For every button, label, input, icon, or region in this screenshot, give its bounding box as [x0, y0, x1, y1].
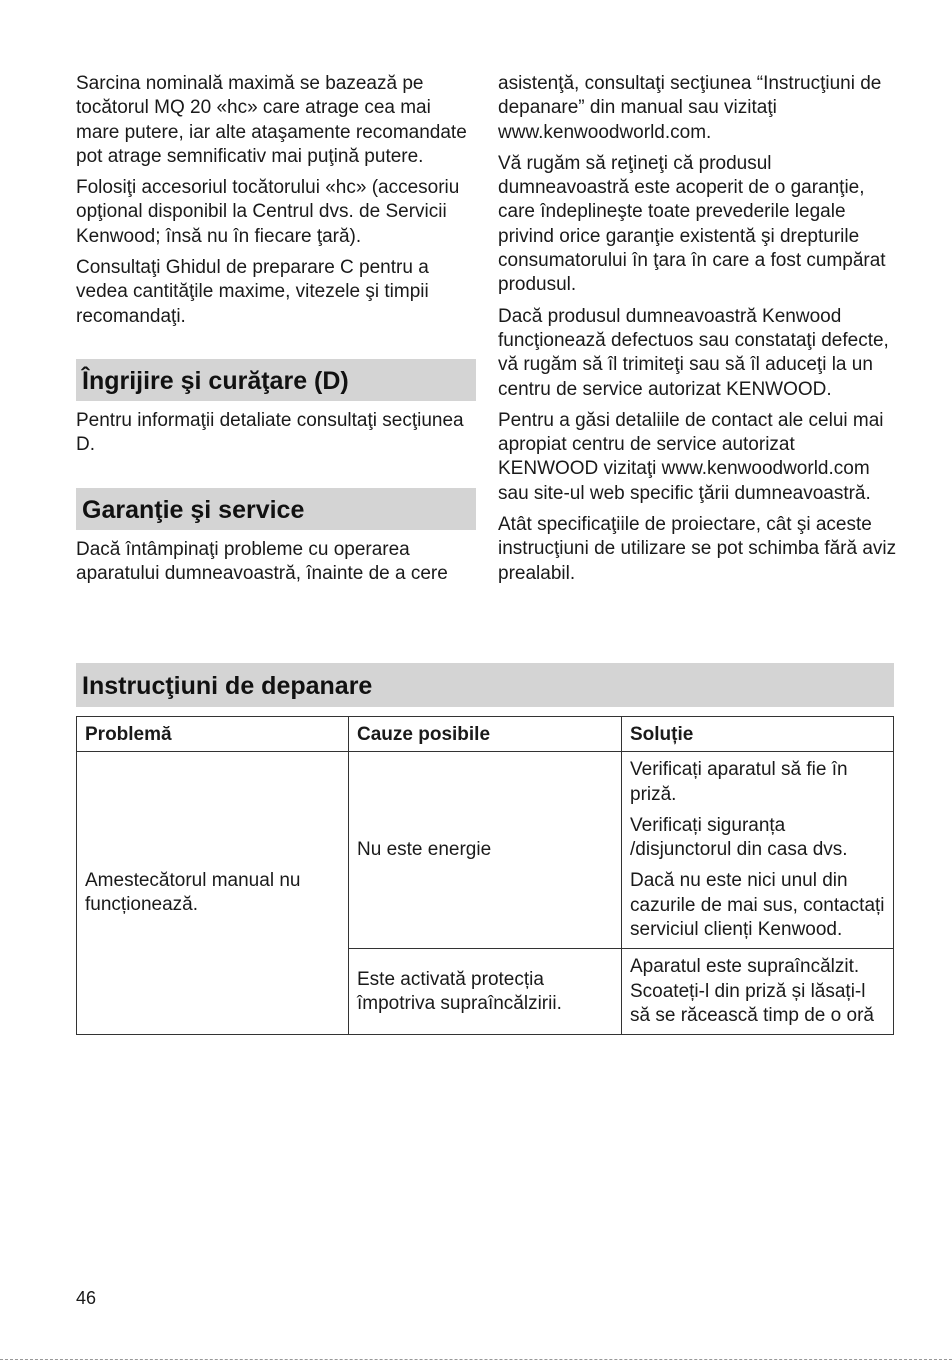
warranty-service-heading: Garanţie şi service — [76, 488, 476, 530]
header-problem: Problemă — [77, 717, 349, 752]
page-bottom-divider — [0, 1359, 952, 1360]
header-solution: Soluție — [622, 717, 894, 752]
service-contact-paragraph: Pentru a găsi detaliile de contact ale celui mai apropiat centru de service autorizat KENWOOD vizitaţi www.kenwoodworld.com sau site-ul web specific ţării dumneavoastră. — [498, 409, 884, 504]
header-causes: Cauze posibile — [349, 717, 622, 752]
chopper-accessory-paragraph: Folosiţi accesoriul tocătorului «hc» (accesoriu opţional disponibil la Centrul dvs. de Servicii Kenwood; însă nu în fiecare ţară). — [76, 177, 460, 247]
cause-cell: Nu este energie — [349, 752, 622, 949]
assistance-paragraph: asistenţă, consultaţi secţiunea “Instrucţiuni de depanare” din manual sau vizitaţi www.kenwoodworld.com. — [498, 73, 882, 143]
specifications-change-paragraph: Atât specificaţiile de proiectare, cât şi aceste instrucţiuni de utilizare se pot schimba fără aviz prealabil. — [498, 514, 897, 584]
care-cleaning-heading: Îngrijire şi curăţare (D) — [76, 359, 476, 401]
rated-load-paragraph: Sarcina nominală maximă se bazează pe tocătorul MQ 20 «hc» care atrage cea mai mare putere, iar alte ataşamente recomandate pot atrage semnificativ mai puţină putere. — [76, 73, 467, 167]
right-column — [498, 72, 898, 593]
solution-cell — [622, 752, 894, 949]
problem-cell: Amestecătorul manual nu funcționează. — [77, 752, 349, 1035]
solution-item: Aparatul este supraîncălzit. Scoateți-l din priză și lăsați-l să se răcească timp de o oră — [630, 956, 874, 1026]
warranty-service-text: Dacă întâmpinaţi probleme cu operarea aparatului dumneavoastră, înainte de a cere — [76, 538, 448, 584]
guarantee-paragraph: Vă rugăm să reţineţi că produsul dumneavoastră este acoperit de o garanţie, care îndeplineşte toate prevederile legale privind orice garanţie existentă şi drepturile consumatorului în ţara în care a fost cumpărat produsul. — [498, 152, 886, 296]
cause-cell: Este activată protecția împotriva supraîncălzirii. — [349, 949, 622, 1035]
table-row — [77, 752, 894, 949]
care-cleaning-text: Pentru informaţii detaliate consultaţi secţiunea D. — [76, 409, 464, 456]
troubleshooting-heading: Instrucţiuni de depanare — [76, 663, 894, 707]
left-column — [76, 72, 476, 593]
solution-cell — [622, 949, 894, 1035]
page-number: 46 — [76, 1288, 97, 1308]
solution-item: Verificați siguranța /disjunctorul din casa dvs. — [630, 814, 848, 861]
table-header-row — [77, 717, 894, 752]
defect-paragraph: Dacă produsul dumneavoastră Kenwood funcţionează defectuos sau constataţi defecte, vă rugăm să îl trimiteţi sau să îl aduceţi la un centru de service autorizat KENWOOD. — [498, 305, 889, 400]
solution-item: Dacă nu este nici unul din cazurile de mai sus, contactați serviciul clienți Kenwood. — [630, 870, 885, 941]
recipe-guide-paragraph: Consultaţi Ghidul de preparare C pentru a vedea cantităţile maxime, vitezele şi timpii recomandaţi. — [76, 257, 429, 327]
troubleshooting-table — [76, 716, 894, 1035]
solution-item: Verificați aparatul să fie în priză. — [630, 759, 848, 805]
